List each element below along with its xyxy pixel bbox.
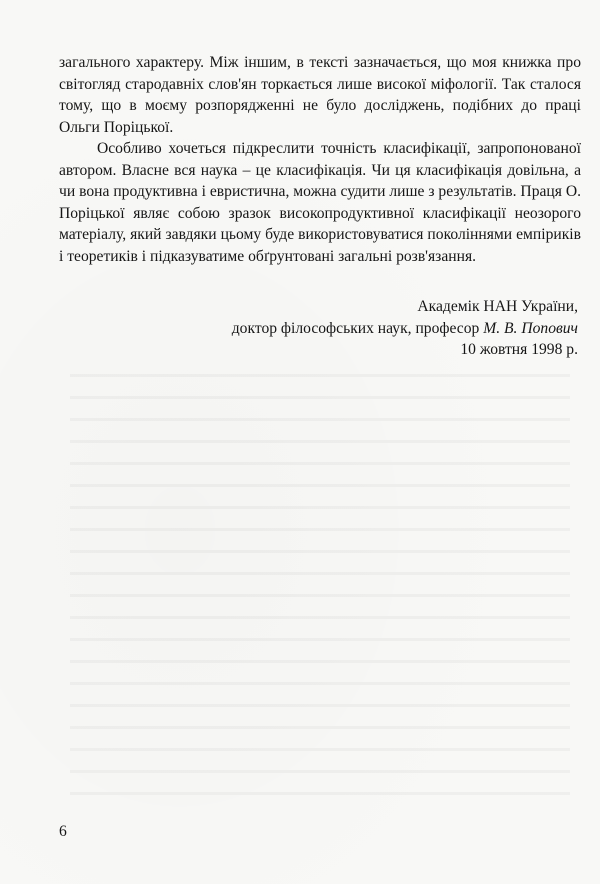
paragraph-1 xyxy=(59,52,581,138)
reverse-side-bleed-through xyxy=(70,360,570,800)
signature-block xyxy=(232,296,578,361)
signature-title: Академік НАН України, xyxy=(417,298,578,315)
paragraph-1-text: загального характеру. Між іншим, в тексті зазначається, що моя книжка про світогляд стародавніх слов'ян торкається лише високої міфології. Так сталося тому, що в моєму розпорядженні не було досліджень, подібних до праці Ольги Поріцької. xyxy=(59,54,581,136)
page-number: 6 xyxy=(59,823,67,840)
signature-date: 10 жовтня 1998 р. xyxy=(460,341,578,359)
signature-degree: доктор філософських наук, професор xyxy=(231,319,484,337)
signature-name: М. В. Попович xyxy=(483,319,578,337)
signature-degree-line xyxy=(232,318,578,340)
paragraph-2 xyxy=(59,138,581,268)
paragraph-2-text: Особливо хочеться підкреслити точність класифікації, запропонованої автором. Власне вся наука – це класифікація. Чи ця класифікація довільна, а чи вона продуктивна і евристична, можна судити лише з результатів. Праця О. Поріцької являє собою зразок високопродуктивної класифікації неозорого матеріалу, який завдяки цьому буде використовуватися поколіннями емпіриків і теоретиків і підказуватиме обґрунтовані загальні розв'язання. xyxy=(59,140,581,265)
